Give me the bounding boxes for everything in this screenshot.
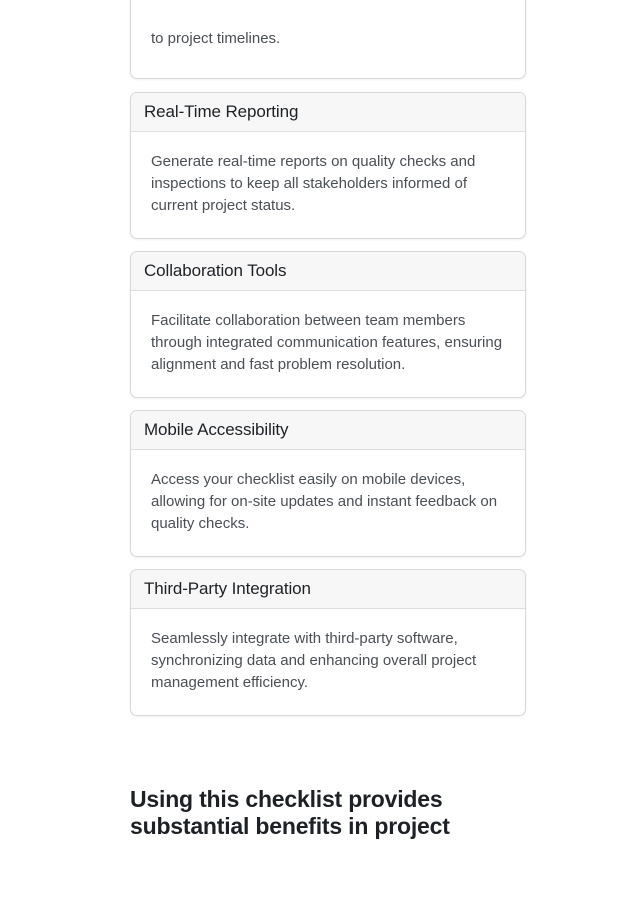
feature-card-real-time-reporting (130, 92, 526, 239)
feature-card-mobile-accessibility (130, 410, 526, 557)
feature-card-body: Access your checklist easily on mobile devices, allowing for on-site updates and instant feedback on quality checks. (151, 471, 498, 532)
feature-card-title: Real-Time Reporting (131, 93, 525, 132)
section-heading: Using this checklist provides substantial benefits in project (130, 786, 450, 839)
feature-card-title: Third-Party Integration (131, 570, 525, 609)
feature-card-body: Seamlessly integrate with third-party software, synchronizing data and enhancing overall project management efficiency. (151, 630, 477, 691)
feature-card-title: Collaboration Tools (131, 252, 525, 291)
feature-card-collaboration-tools (130, 251, 526, 398)
feature-card-title: Mobile Accessibility (131, 411, 525, 450)
feature-card-body: Generate real-time reports on quality checks and inspections to keep all stakeholders informed of current project status. (151, 153, 476, 214)
feature-card-third-party-integration (130, 569, 526, 716)
feature-card-body: to project timelines. (151, 30, 281, 47)
feature-card-partial (130, 0, 526, 79)
feature-card-body: Facilitate collaboration between team members through integrated communication features, ensuring alignment and fast problem resolution. (151, 312, 503, 373)
